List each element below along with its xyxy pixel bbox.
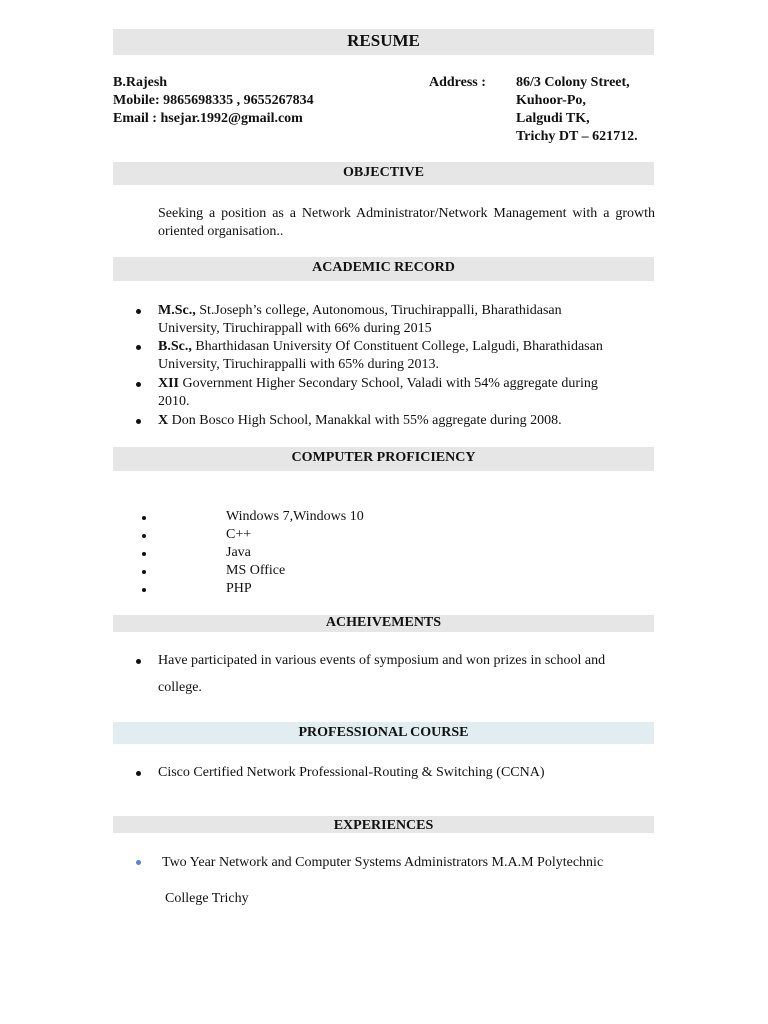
mobile-value: 9865698335 , 9655267834	[163, 93, 314, 108]
bullet-dot	[136, 659, 141, 664]
address-label: Address :	[429, 75, 486, 90]
bullet-dot	[142, 588, 146, 592]
section-heading-computer	[113, 447, 654, 471]
email-label: Email :	[113, 111, 157, 126]
academic-item-msc	[158, 302, 655, 338]
bullet-dot	[136, 771, 141, 776]
skill-item: MS Office	[226, 563, 286, 578]
section-heading-course	[113, 722, 654, 744]
skill-item: C++	[226, 527, 252, 542]
skill-item: Windows 7,Windows 10	[226, 509, 364, 524]
academic-detail-line2: University, Tiruchirappall with 66% during 2015	[158, 321, 432, 336]
bullet-dot	[136, 419, 141, 424]
academic-detail-line2: University, Tiruchirappalli with 65% during 2013.	[158, 357, 440, 372]
skill-item: PHP	[226, 581, 252, 596]
academic-degree: M.Sc.,	[158, 303, 196, 318]
page-title	[113, 29, 654, 55]
address-line-3: Lalgudi TK,	[516, 111, 590, 126]
academic-detail: Government Higher Secondary School, Valadi with 54% aggregate during	[179, 376, 598, 391]
course-item: Cisco Certified Network Professional-Routing & Switching (CCNA)	[158, 765, 545, 780]
experience-line-2: College Trichy	[165, 891, 249, 906]
academic-item-x	[158, 412, 655, 430]
computer-heading: COMPUTER PROFICIENCY	[291, 450, 476, 465]
academic-detail: Bharthidasan University Of Constituent College, Lalgudi, Bharathidasan	[191, 339, 603, 354]
resume-title: RESUME	[347, 31, 420, 50]
course-heading: PROFESSIONAL COURSE	[298, 725, 469, 740]
bullet-dot	[136, 309, 141, 314]
bullet-dot	[142, 534, 146, 538]
academic-item-bsc	[158, 338, 655, 374]
academic-detail: Don Bosco High School, Manakkal with 55% aggregate during 2008.	[168, 413, 562, 428]
objective-heading: OBJECTIVE	[343, 165, 424, 180]
bullet-dot	[136, 345, 141, 350]
academic-detail: St.Joseph’s college, Autonomous, Tiruchirappalli, Bharathidasan	[195, 303, 562, 318]
contact-email-row	[113, 110, 303, 128]
academic-degree: B.Sc.,	[158, 339, 192, 354]
section-heading-academic	[113, 257, 654, 281]
address-line-4: Trichy DT – 621712.	[516, 129, 638, 144]
objective-text: Seeking a position as a Network Administrator/Network Management with a growth oriented organisation..	[158, 206, 655, 239]
academic-detail-line2: 2010.	[158, 394, 190, 409]
address-line-1: 86/3 Colony Street,	[516, 75, 630, 90]
bullet-dot	[136, 382, 141, 387]
contact-name: B.Rajesh	[113, 75, 168, 90]
address-line-2: Kuhoor-Po,	[516, 93, 586, 108]
skill-item: Java	[226, 545, 251, 560]
section-heading-experience	[113, 816, 654, 833]
experience-line-1: Two Year Network and Computer Systems Administrators M.A.M Polytechnic	[162, 855, 604, 870]
mobile-label: Mobile:	[113, 93, 160, 108]
bullet-dot	[142, 570, 146, 574]
academic-degree: XII	[158, 376, 180, 391]
contact-mobile-row	[113, 92, 314, 110]
experience-heading: EXPERIENCES	[333, 818, 434, 833]
achievements-heading: ACHEIVEMENTS	[325, 615, 442, 630]
section-heading-objective	[113, 162, 654, 185]
bullet-dot	[142, 552, 146, 556]
email-value: hsejar.1992@gmail.com	[160, 111, 303, 126]
section-heading-achievements	[113, 615, 654, 632]
bullet-dot	[142, 516, 146, 520]
achievement-line-1: Have participated in various events of symposium and won prizes in school and	[158, 653, 606, 668]
bullet-dot	[136, 860, 141, 865]
academic-heading: ACADEMIC RECORD	[312, 260, 455, 275]
academic-degree: X	[158, 413, 169, 428]
achievement-line-2: college.	[158, 680, 202, 695]
academic-item-xii	[158, 375, 655, 411]
